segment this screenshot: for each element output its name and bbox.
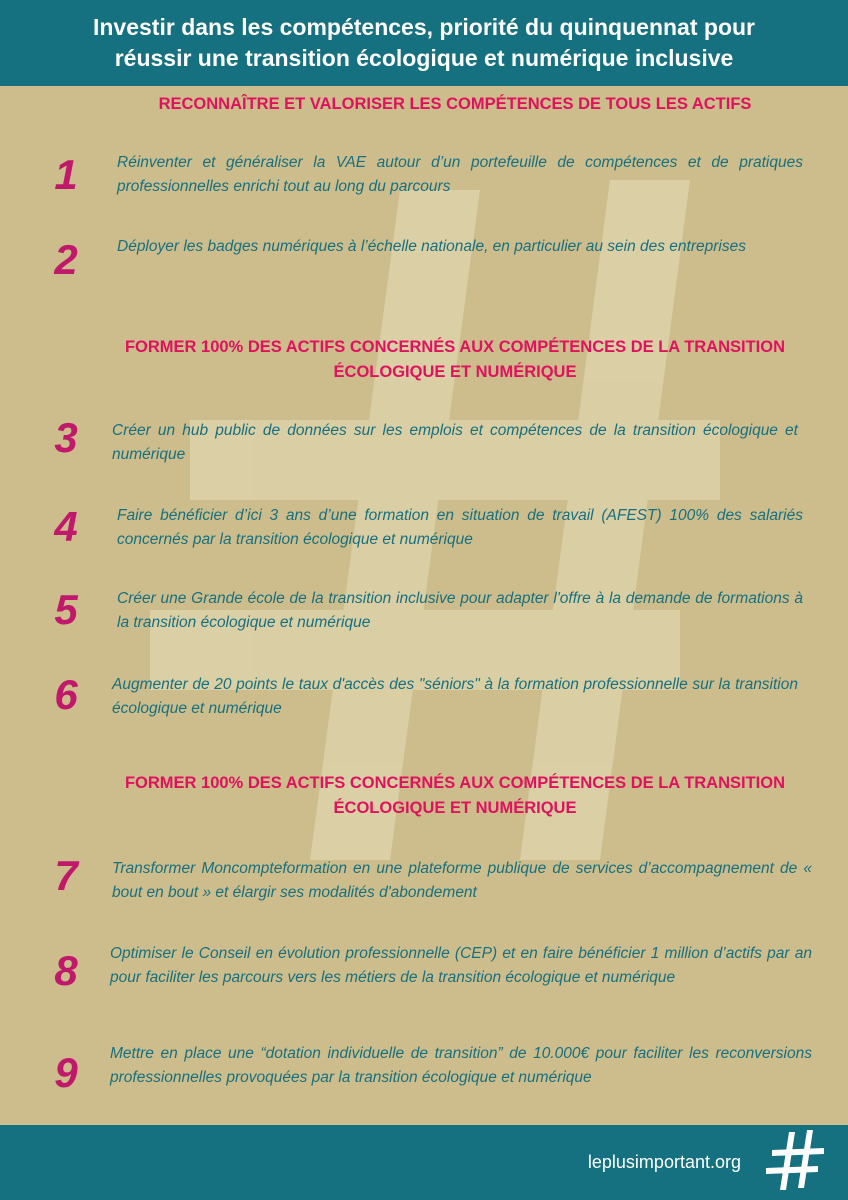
item-text-6: Augmenter de 20 points le taux d'accès des "séniors" à la formation professionnelle sur la transition écologique et numérique xyxy=(112,676,798,717)
item-text-7: Transformer Moncompteformation en une plateforme publique de services d’accompagnement de « bout en bout » et élargir ses modalités d'abondement xyxy=(112,860,812,901)
item-text-3: Créer un hub public de données sur les emplois et compétences de la transition écologique et numérique xyxy=(112,422,798,463)
section-title-2-line-1: FORMER 100% DES ACTIFS CONCERNÉS AUX COMPÉTENCES DE LA TRANSITION xyxy=(124,338,786,356)
item-number-4: 4 xyxy=(54,503,78,550)
item-text-9: Mettre en place une “dotation individuelle de transition” de 10.000€ pour faciliter les reconversions professionnelles provoquées par la transition écologique et numérique xyxy=(110,1045,812,1086)
item-text-8: Optimiser le Conseil en évolution professionnelle (CEP) et en faire bénéficier 1 million d’actifs par an pour faciliter les parcours vers les métiers de la transition écologique et numérique xyxy=(110,945,812,986)
section-title-2-line-2: ÉCOLOGIQUE ET NUMÉRIQUE xyxy=(333,363,577,381)
header-banner xyxy=(0,0,848,86)
section-title-3-line-1: FORMER 100% DES ACTIFS CONCERNÉS AUX COMPÉTENCES DE LA TRANSITION xyxy=(124,774,786,792)
website-link[interactable]: leplusimportant.org xyxy=(587,1152,741,1172)
section-title-1 xyxy=(70,92,840,117)
item-number-5: 5 xyxy=(54,586,78,633)
item-text-1: Réinventer et généraliser la VAE autour d’un portefeuille de compétences et de pratiques professionnelles enrichi tout au long du parcours xyxy=(117,154,803,195)
item-text-5: Créer une Grande école de la transition inclusive pour adapter l'offre à la demande de formations à la transition écologique et numérique xyxy=(117,590,803,631)
section-title-1-line-1: RECONNAÎTRE ET VALORISER LES COMPÉTENCES DE TOUS LES ACTIFS xyxy=(158,95,752,113)
page-title-line-2: réussir une transition écologique et numérique inclusive xyxy=(114,45,734,71)
page-title-line-1: Investir dans les compétences, priorité du quinquennat pour xyxy=(92,14,755,40)
footer-banner xyxy=(0,1125,848,1200)
section-title-2 xyxy=(70,335,840,385)
item-text-2: Déployer les badges numériques à l’échelle nationale, en particulier au sein des entreprises xyxy=(117,238,746,255)
hashtag-icon xyxy=(762,1128,828,1194)
item-number-7: 7 xyxy=(54,852,78,899)
item-number-2: 2 xyxy=(54,236,78,283)
item-number-3: 3 xyxy=(54,414,78,461)
section-title-3 xyxy=(70,771,840,821)
section-title-3-line-2: ÉCOLOGIQUE ET NUMÉRIQUE xyxy=(333,799,577,817)
item-number-8: 8 xyxy=(54,947,78,994)
item-text-4: Faire bénéficier d’ici 3 ans d’une formation en situation de travail (AFEST) 100% des salariés concernés par la transition écologique et numérique xyxy=(117,507,803,548)
item-number-9: 9 xyxy=(54,1049,78,1096)
item-number-1: 1 xyxy=(54,151,78,198)
item-number-6: 6 xyxy=(54,671,78,718)
